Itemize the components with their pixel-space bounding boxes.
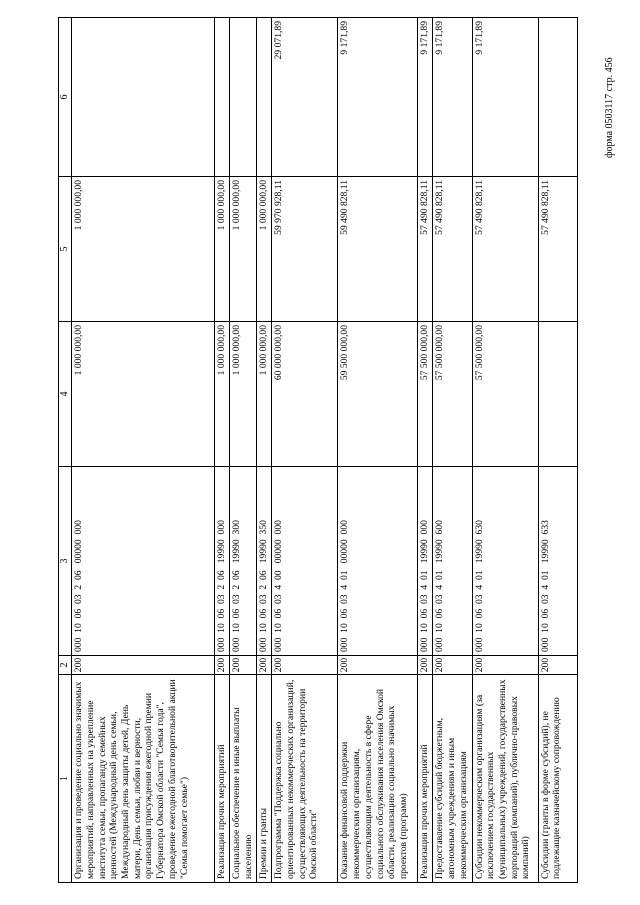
row-approved: 60 000 000,00 (272, 322, 338, 467)
row-executed: 57 490 828,11 (433, 177, 472, 322)
row-unexecuted (538, 18, 577, 177)
row-unexecuted (257, 18, 272, 177)
row-unexecuted: 9 171,89 (433, 18, 472, 177)
row-name: Реализация прочих мероприятий (418, 675, 433, 883)
report-table-container (58, 18, 578, 883)
report-table (58, 17, 578, 883)
column-number-row (59, 18, 72, 883)
row-unexecuted: 29 071,89 (272, 18, 338, 177)
row-budget-code: 000 10 06 03 2 06 19990 300 (229, 467, 256, 656)
row-line-code: 200 (338, 656, 418, 675)
row-budget-code: 000 10 06 03 4 01 19990 000 (418, 467, 433, 656)
row-budget-code: 000 10 06 03 2 06 19990 000 (214, 467, 229, 656)
row-approved: 57 500 000,00 (433, 322, 472, 467)
row-name: Премии и гранты (257, 675, 272, 883)
row-unexecuted (229, 18, 256, 177)
row-name: Предоставление субсидий бюджетным, автономным учреждениям и иным некоммерческим организациям (433, 675, 472, 883)
row-budget-code: 000 10 06 03 2 06 19990 350 (257, 467, 272, 656)
column-header: 6 (59, 18, 72, 177)
table-row (472, 18, 538, 883)
row-budget-code: 000 10 06 03 4 01 00000 000 (338, 467, 418, 656)
table-row (229, 18, 256, 883)
row-executed: 1 000 000,00 (72, 177, 215, 322)
row-line-code: 200 (272, 656, 338, 675)
row-line-code: 200 (538, 656, 577, 675)
row-name: Субсидии (гранты в форме субсидий), не подлежащие казначейскому сопровождению (538, 675, 577, 883)
row-approved: 57 500 000,00 (472, 322, 538, 467)
table-row (433, 18, 472, 883)
row-name: Организация и проведение социально значимых мероприятий, направленных на укрепление института семьи, пропаганду семейных ценностей (Международный день семьи, Международный день защиты детей, День матери, День семьи, любви и верности, организация присуждения ежегодной премии Губернатора Омской области "Семья года", проведение ежегодной благотворительной акции "Семья помогает семье") (72, 675, 215, 883)
row-name: Социальное обеспечение и иные выплаты населению (229, 675, 256, 883)
row-line-code: 200 (433, 656, 472, 675)
row-name: Реализация прочих мероприятий (214, 675, 229, 883)
row-budget-code: 000 10 06 03 4 01 19990 630 (472, 467, 538, 656)
row-unexecuted: 9 171,89 (418, 18, 433, 177)
row-executed: 1 000 000,00 (257, 177, 272, 322)
row-executed: 1 000 000,00 (214, 177, 229, 322)
row-approved: 57 500 000,00 (418, 322, 433, 467)
row-approved: 1 000 000,00 (214, 322, 229, 467)
row-line-code: 200 (229, 656, 256, 675)
row-unexecuted (72, 18, 215, 177)
row-approved: 1 000 000,00 (72, 322, 215, 467)
form-reference: форма 0503117 стр. 456 (604, 57, 615, 158)
row-approved: 1 000 000,00 (229, 322, 256, 467)
row-budget-code: 000 10 06 03 4 01 19990 633 (538, 467, 577, 656)
row-unexecuted: 9 171,89 (472, 18, 538, 177)
row-line-code: 200 (214, 656, 229, 675)
row-budget-code: 000 10 06 03 4 01 19990 600 (433, 467, 472, 656)
table-row (338, 18, 418, 883)
table-row (418, 18, 433, 883)
column-header: 1 (59, 675, 72, 883)
column-header: 4 (59, 322, 72, 467)
row-name: Оказание финансовой поддержки некоммерческим организациям, осуществляющим деятельность в сфере социального обслуживания населения Омской области, реализацию социально значимых проектов (программ) (338, 675, 418, 883)
table-row (72, 18, 215, 883)
column-header: 3 (59, 467, 72, 656)
row-line-code: 200 (418, 656, 433, 675)
row-approved: 59 500 000,00 (338, 322, 418, 467)
column-header: 2 (59, 656, 72, 675)
row-executed: 57 490 828,11 (538, 177, 577, 322)
table-row (538, 18, 577, 883)
row-line-code: 200 (72, 656, 215, 675)
row-approved (538, 322, 577, 467)
row-name: Подпрограмма "Поддержка социально ориентированных некоммерческих организаций, осуществляющих деятельность на территории Омской области" (272, 675, 338, 883)
row-budget-code: 000 10 06 03 2 06 00000 000 (72, 467, 215, 656)
row-name: Субсидии некоммерческим организациям (за исключением государственных (муниципальных) учреждений, государственных корпораций (компаний), публично-правовых компаний) (472, 675, 538, 883)
row-line-code: 200 (472, 656, 538, 675)
page-header (602, 8, 640, 168)
row-executed: 57 490 828,11 (418, 177, 433, 322)
row-executed: 57 490 828,11 (472, 177, 538, 322)
row-executed: 59 490 828,11 (338, 177, 418, 322)
column-header: 5 (59, 177, 72, 322)
row-line-code: 200 (257, 656, 272, 675)
table-row (257, 18, 272, 883)
row-unexecuted (214, 18, 229, 177)
row-executed: 1 000 000,00 (229, 177, 256, 322)
row-budget-code: 000 10 06 03 4 00 00000 000 (272, 467, 338, 656)
row-approved: 1 000 000,00 (257, 322, 272, 467)
row-executed: 59 970 928,11 (272, 177, 338, 322)
table-row (214, 18, 229, 883)
table-row (272, 18, 338, 883)
row-unexecuted: 9 171,89 (338, 18, 418, 177)
